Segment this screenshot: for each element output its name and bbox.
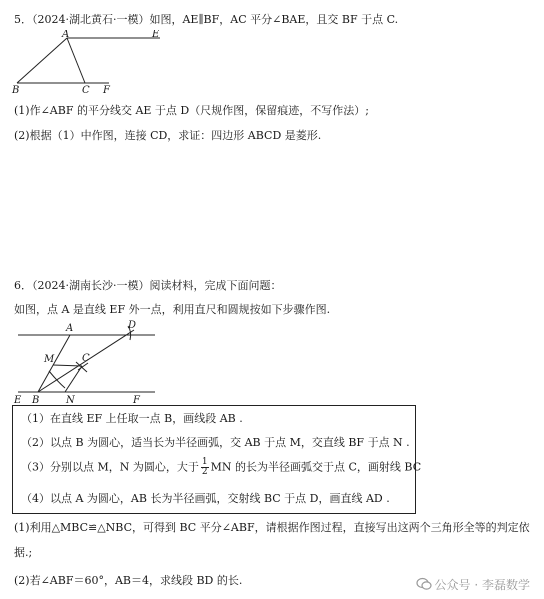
label-f: F [103, 85, 110, 96]
segment-mc [53, 365, 82, 366]
label-m: M [44, 354, 55, 365]
fraction-one-half [201, 458, 209, 477]
wechat-official-account-icon [416, 577, 432, 591]
step-3-text-b: MN 的长为半径画弧交于点 C，画射线 BC [210, 460, 422, 474]
step-4: （4）以点 A 为圆心，AB 长为半径画弧，交射线 BC 于点 D，画直线 AD . [21, 492, 390, 505]
problem6-header: 6．（2024·湖南长沙·一模）阅读材料，完成下面问题： [14, 279, 282, 292]
step-3-text-a: （3）分别以点 M，N 为圆心，大于 [21, 460, 199, 474]
label-e: E [14, 395, 22, 404]
problem6-intro: 如图，点 A 是直线 EF 外一点，利用直尺和圆规按如下步骤作图. [14, 303, 331, 316]
problem5-question-2: (2)根据（1）中作图，连接 CD，求证：四边形 ABCD 是菱形. [14, 129, 322, 142]
construction-steps-box [12, 405, 422, 514]
segment-nc [65, 366, 82, 392]
segment-ac [67, 38, 85, 83]
arc-mn [49, 371, 65, 388]
fraction-denominator: 2 [201, 467, 208, 477]
fraction-numerator: 1 [201, 457, 208, 467]
label-b: B [32, 395, 40, 404]
step-2: （2）以点 B 为圆心，适当长为半径画弧，交 AB 于点 M，交直线 BF 于点 N . [21, 436, 410, 449]
label-c: C [82, 85, 90, 96]
problem6-question-2: (2)若∠ABF＝60°，AB＝4，求线段 BD 的长. [14, 574, 243, 587]
segment-ab [17, 38, 67, 83]
step-1: （1）在直线 EF 上任取一点 B，画线段 AB . [21, 412, 243, 425]
label-a: A [62, 30, 70, 40]
problem6-figure [10, 318, 170, 404]
problem5-header: 5．（2024·湖北黄石·一模）如图，AE∥BF，AC 平分∠BAE，且交 BF 于点 C. [14, 13, 399, 26]
label-a: A [66, 323, 74, 334]
label-b: B [12, 85, 20, 96]
watermark [416, 577, 530, 593]
label-c: C [82, 353, 90, 364]
problem6-question-1: (1)利用△MBC≌△NBC，可得到 BC 平分∠ABF，请根据作图过程，直接写出这两个三角形全等的判定依 [14, 521, 530, 534]
step-3 [21, 458, 421, 477]
problem5-figure [10, 30, 180, 98]
problem5-question-1: (1)作∠ABF 的平分线交 AE 于点 D（尺规作图，保留痕迹，不写作法）; [14, 104, 369, 117]
label-d: D [128, 320, 137, 331]
watermark-text: 公众号 · 李磊数学 [434, 578, 530, 592]
label-f: F [133, 395, 140, 404]
label-n: N [66, 395, 75, 404]
problem6-question-1-cont: 据.; [14, 546, 33, 559]
label-e: E [152, 30, 160, 40]
